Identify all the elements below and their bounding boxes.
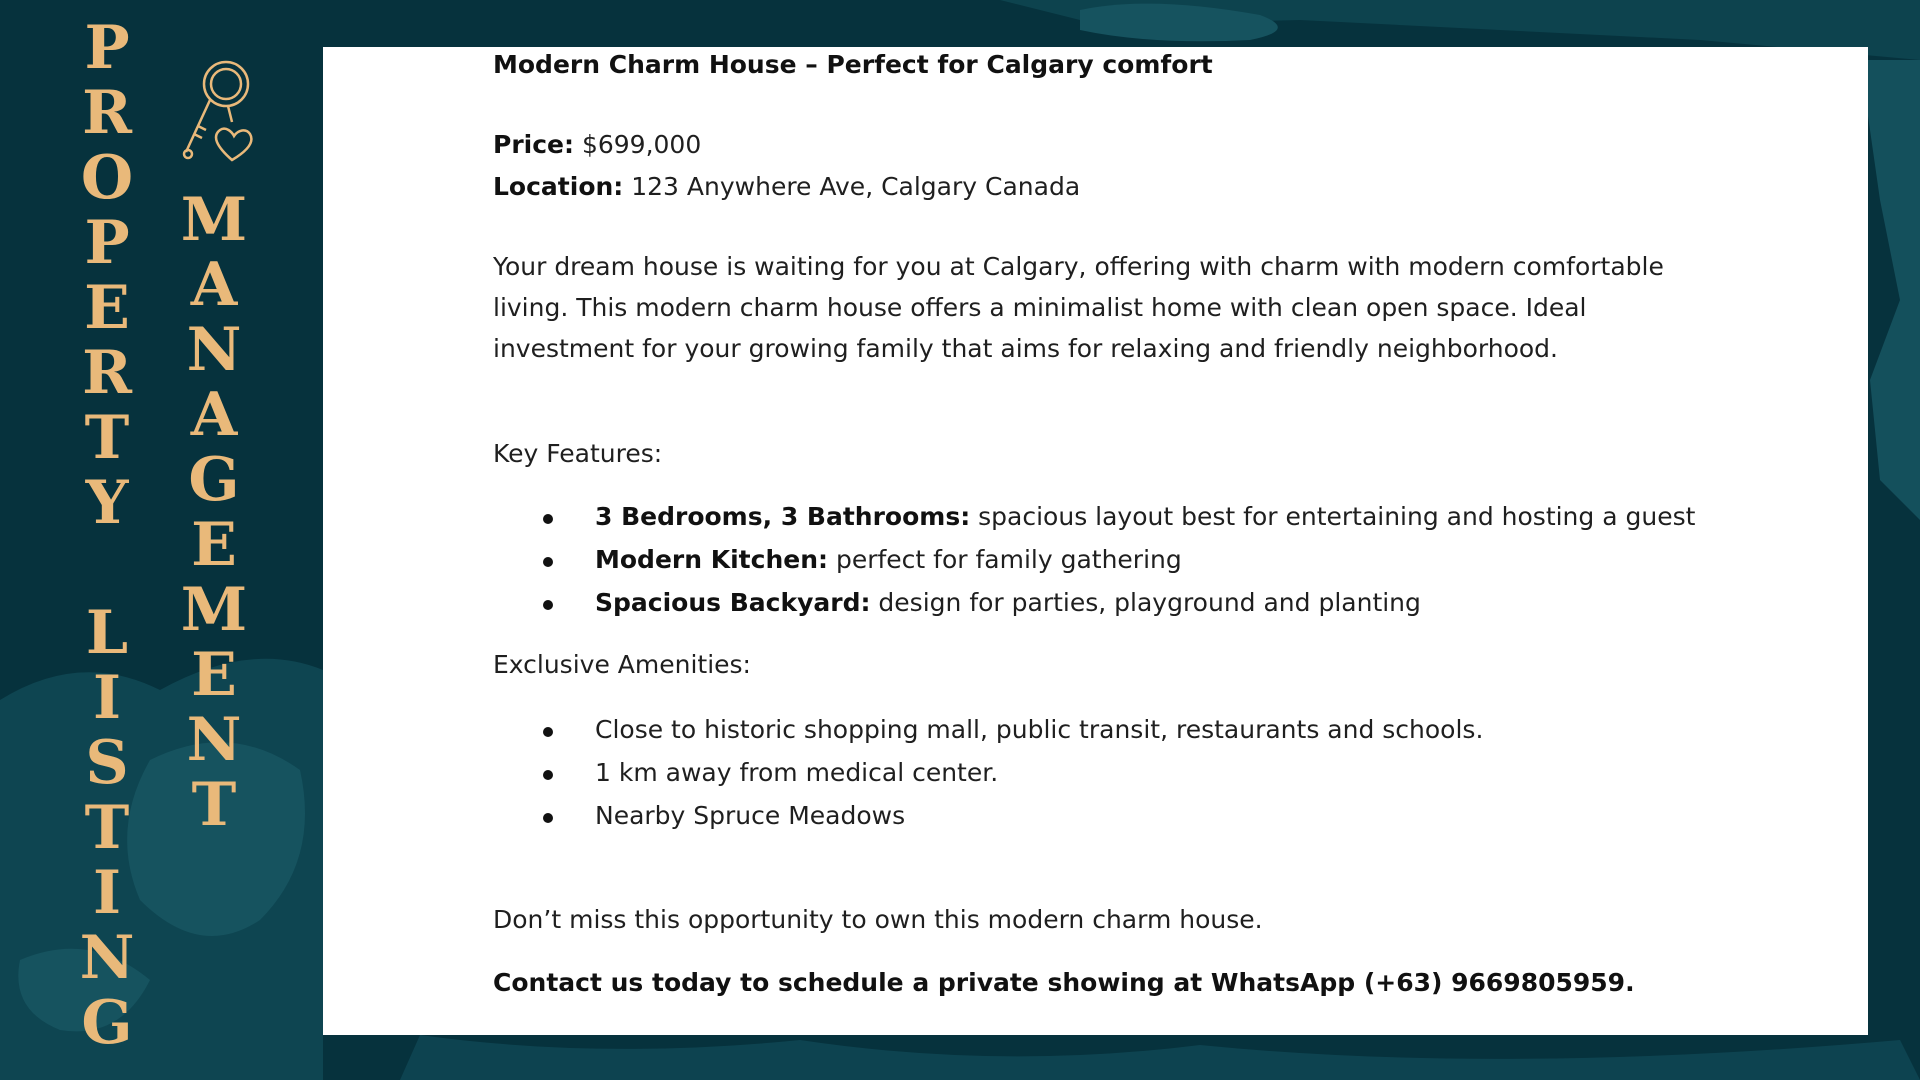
feature-label: Spacious Backyard: [595,588,871,617]
title-letter: R [82,338,132,408]
title-letter: Y [85,468,129,538]
title-letter: T [84,793,130,863]
bullet-icon [543,514,553,524]
feature-text: spacious layout best for entertaining and hosting a guest [970,502,1696,531]
title-letter: O [80,143,134,213]
price-line [493,130,701,159]
amenity-text: Nearby Spruce Meadows [595,801,906,830]
title-letter: E [191,510,237,580]
title-letter: N [186,315,242,385]
title-letter: E [84,273,130,343]
listing-headline: Modern Charm House – Perfect for Calgary comfort [493,50,1213,79]
title-letter: M [180,575,248,645]
bullet-icon [543,727,553,737]
title-letter: N [186,705,242,775]
description-line: Your dream house is waiting for you at Calgary, offering with charm with modern comfortable [493,252,1664,281]
closing-text: Don’t miss this opportunity to own this modern charm house. [493,905,1263,934]
location-label: Location: [493,172,624,201]
title-letter [72,536,142,601]
title-property-listing [72,13,142,1058]
title-letter: S [85,728,129,798]
price-label: Price: [493,130,574,159]
description-line: investment for your growing family that aims for relaxing and friendly neighborhood. [493,334,1558,363]
features-heading: Key Features: [493,439,663,468]
bullet-icon [543,600,553,610]
title-letter: A [190,250,238,320]
bullet-icon [543,557,553,567]
amenity-text: 1 km away from medical center. [595,758,999,787]
title-letter: R [82,78,132,148]
bullet-icon [543,813,553,823]
title-letter: E [191,640,237,710]
feature-label: 3 Bedrooms, 3 Bathrooms: [595,502,971,531]
contact-text: Contact us today to schedule a private showing at WhatsApp (+63) 9669805959. [493,968,1635,997]
location-line [493,172,1080,201]
title-letter: A [190,380,238,450]
title-letter: N [79,923,135,993]
keys-heart-icon [176,56,260,166]
title-letter: T [191,770,237,840]
title-management [179,185,249,840]
bullet-icon [543,770,553,780]
feature-label: Modern Kitchen: [595,545,828,574]
title-letter: L [85,598,129,668]
location-value: 123 Anywhere Ave, Calgary Canada [623,172,1081,201]
title-letter: P [84,13,130,83]
feature-text: perfect for family gathering [828,545,1182,574]
title-letter: I [92,663,122,733]
price-value: $699,000 [574,130,702,159]
listing-document [323,47,1868,1035]
title-letter: G [81,988,133,1058]
description-line: living. This modern charm house offers a minimalist home with clean open space. Ideal [493,293,1587,322]
feature-text: design for parties, playground and planting [870,588,1421,617]
title-letter: M [180,185,248,255]
title-letter: I [92,858,122,928]
amenities-heading: Exclusive Amenities: [493,650,751,679]
amenity-text: Close to historic shopping mall, public transit, restaurants and schools. [595,715,1484,744]
title-letter: T [84,403,130,473]
title-letter: G [188,445,240,515]
title-letter: P [84,208,130,278]
